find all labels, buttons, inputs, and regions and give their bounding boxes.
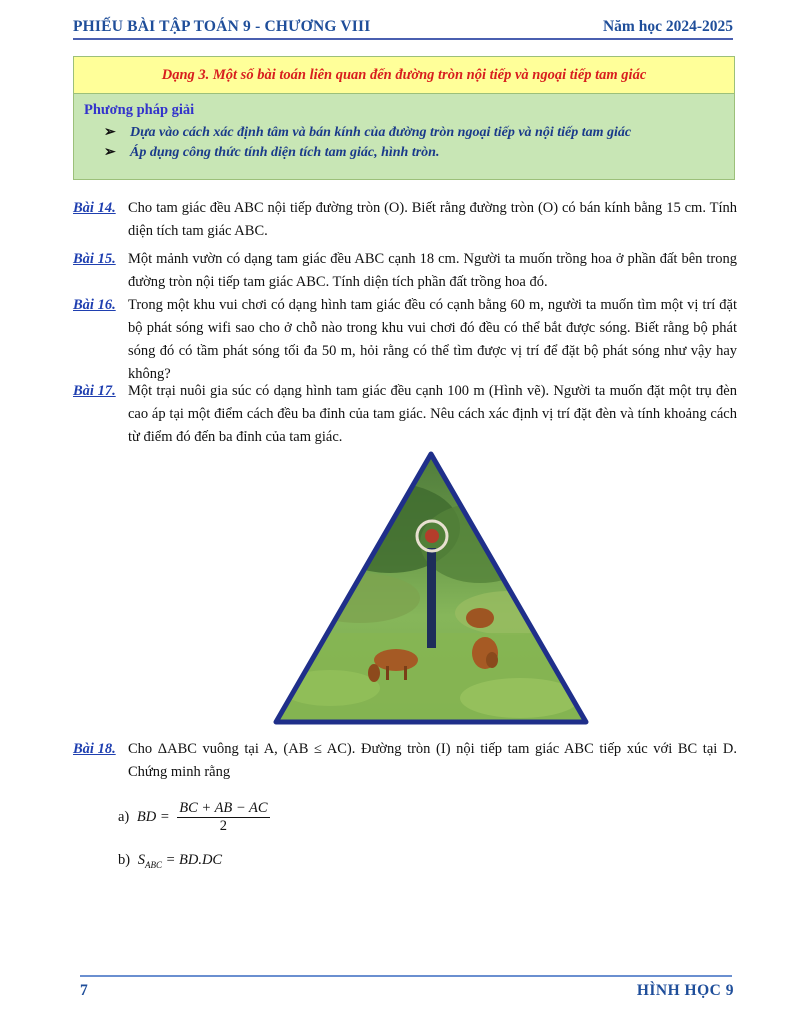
fraction-denominator: 2 (219, 818, 228, 834)
exercise-label[interactable]: Bài 17. (73, 383, 116, 399)
method-item: ➢ Dựa vào cách xác định tâm và bán kính của đường tròn ngoại tiếp và nội tiếp tam giác (104, 125, 632, 140)
exercise-text: Một trại nuôi gia súc có dạng hình tam giác đều cạnh 100 m (Hình vẽ). Người ta muốn đặt một trụ đèn cao áp tại một điểm cách đều ba đỉnh của tam giác. Nêu cách xác định vị trí đặt đèn và tính khoảng cách từ điểm đó đến ba đỉnh của tam giác. (128, 383, 737, 445)
page-number: 7 (80, 982, 88, 999)
arrow-bullet-icon: ➢ (104, 125, 116, 140)
arrow-bullet-icon: ➢ (104, 145, 116, 160)
pasture-triangle-figure (270, 448, 592, 728)
part-b (118, 852, 222, 870)
section-title: Dạng 3. Một số bài toán liên quan đến đường tròn nội tiếp và ngoại tiếp tam giác (74, 57, 734, 94)
exercise-text: Một mảnh vườn có dạng tam giác đều ABC cạnh 18 cm. Người ta muốn trồng hoa ở phần đất bên trong đường tròn nội tiếp tam giác ABC. Tính diện tích phần đất trồng hoa đó. (128, 251, 737, 290)
exercise-16 (73, 294, 737, 386)
area-subscript: ABC (144, 859, 162, 870)
section-box (73, 56, 735, 180)
fraction (177, 800, 269, 835)
method-item: ➢ Áp dụng công thức tính diện tích tam giác, hình tròn. (104, 145, 440, 160)
page-header (73, 18, 733, 40)
exercise-15 (73, 248, 737, 294)
exercise-text: Cho ΔABC vuông tại A, (AB ≤ AC). Đường tròn (I) nội tiếp tam giác ABC tiếp xúc với BC tại D. Chứng minh rằng (128, 741, 737, 780)
exercise-label[interactable]: Bài 14. (73, 200, 116, 216)
part-b-label: b) (118, 852, 131, 868)
footer-subject: HÌNH HỌC 9 (636, 982, 734, 999)
header-year: Năm học 2024-2025 (602, 18, 733, 35)
area-symbol: S (137, 852, 145, 868)
exercise-14 (73, 197, 737, 243)
exercise-18 (73, 738, 737, 784)
footer-divider (80, 975, 732, 977)
part-a-lhs: BD = (136, 808, 170, 825)
part-b-rhs: = BD.DC (165, 852, 223, 868)
fraction-numerator: BC + AB − AC (179, 800, 268, 816)
part-a (118, 800, 270, 835)
exercise-label[interactable]: Bài 15. (73, 251, 116, 267)
method-title: Phương pháp giải (84, 102, 195, 118)
exercise-label[interactable]: Bài 18. (73, 741, 116, 757)
exercise-text: Trong một khu vui chơi có dạng hình tam giác đều có cạnh bằng 60 m, người ta muốn tìm một vị trí đặt bộ phát sóng wifi sao cho ở chỗ nào trong khu vui chơi đó đều có thể bắt được sóng. Biết rằng bộ phát sóng đó có tầm phát sóng tối đa 50 m, hỏi rằng có thể tìm được vị trí để đặt bộ phát sóng như vậy hay không? (128, 297, 737, 382)
exercise-label[interactable]: Bài 16. (73, 297, 116, 313)
part-a-label: a) (118, 808, 130, 825)
header-title: PHIẾU BÀI TẬP TOÁN 9 - CHƯƠNG VIII (73, 18, 371, 35)
method-panel (74, 94, 734, 179)
header-divider (73, 38, 733, 40)
exercise-17 (73, 380, 737, 449)
exercise-text: Cho tam giác đều ABC nội tiếp đường tròn (O). Biết rằng đường tròn (O) có bán kính bằng 15 cm. Tính diện tích tam giác ABC. (128, 200, 737, 239)
